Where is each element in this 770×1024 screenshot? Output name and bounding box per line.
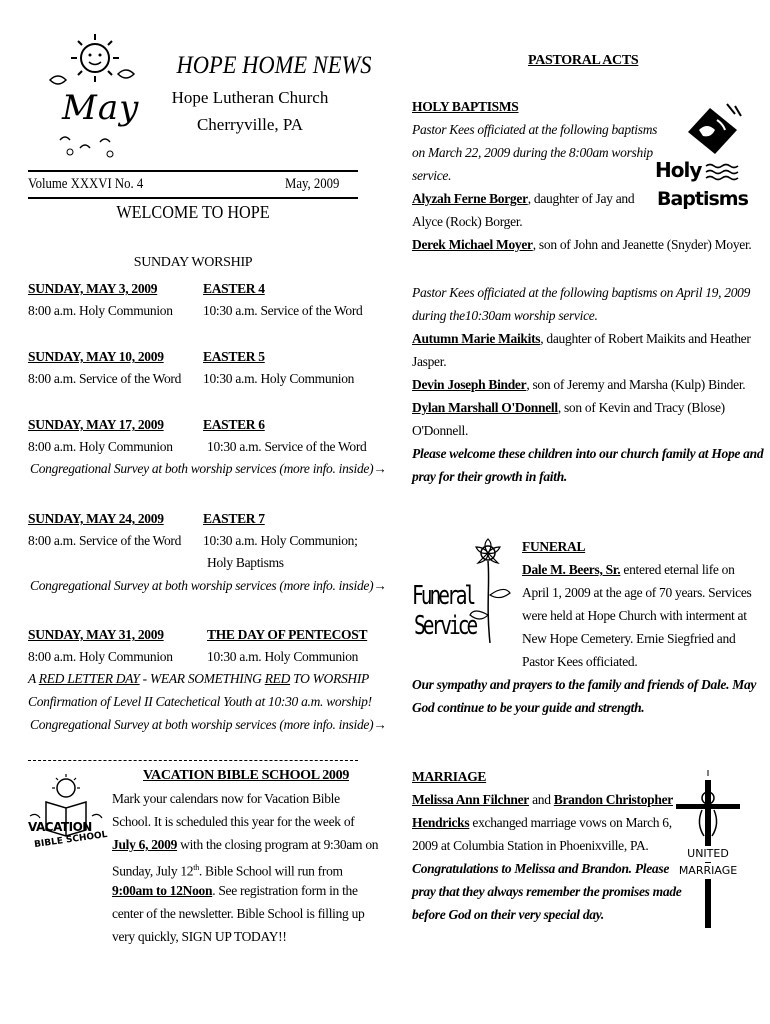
vbs-line-1: Mark your calendars now for Vacation Bible [112,791,340,806]
holy-baptisms-logo-word-2: Baptisms [657,188,748,210]
issue-date: May, 2009 [285,176,340,192]
baptism-child-5-cont: O'Donnell. [412,423,469,438]
week-1-name: EASTER 4 [203,281,265,296]
baptism-intro-2: on March 22, 2009 during the 8:00am worship [412,145,653,160]
week-1-late: 10:30 a.m. Service of the Word [203,303,363,318]
red-letter-day-line: A RED LETTER DAY - WEAR SOMETHING RED TO WORSHIP [28,671,369,686]
week-2-date: SUNDAY, MAY 10, 2009 [28,349,164,364]
holy-baptisms-logo [655,100,748,218]
vbs-line-5: 9:00am to 12Noon. See registration form in the [112,883,358,898]
vbs-time: 9:00am to 12Noon [112,883,213,898]
vbs-divider [28,760,358,761]
vbs-logo-top: VACATION [28,820,92,834]
funeral-sympathy-2: God continue to be your guide and strength. [412,700,645,715]
vbs-line-6: center of the newsletter. Bible School is filling up [112,906,365,921]
funeral-line-2: April 1, 2009 at the age of 70 years. Services [522,585,752,600]
vbs-date: July 6, 2009 [112,837,178,852]
vbs-logo [24,772,108,852]
confirmation-note: Confirmation of Level II Catechetical Youth at 10:30 a.m. worship! [28,694,372,709]
water-waves-icon [705,162,741,182]
marriage-congrats-2: pray that they always remember the promises made [412,884,682,899]
baptism-intro-4: Pastor Kees officiated at the following baptisms on April 19, 2009 [412,285,751,300]
week-2-name: EASTER 5 [203,349,265,364]
week-1-date: SUNDAY, MAY 3, 2009 [28,281,158,296]
baptism-shell-icon [655,100,745,158]
week-4-name: EASTER 7 [203,511,265,526]
newsletter-title: HOPE HOME NEWS [176,52,372,79]
funeral-sympathy-1: Our sympathy and prayers to the family and friends of Dale. May [412,677,757,692]
week-5-late: 10:30 a.m. Holy Communion [207,649,359,664]
united-marriage-logo [672,770,744,930]
funeral-line-4: New Hope Cemetery. Ernie Siegfried and [522,631,736,646]
vbs-line-2: School. It is scheduled this year for the week of [112,814,355,829]
week-4-date: SUNDAY, MAY 24, 2009 [28,511,164,526]
baptism-child-3-cont: Jasper. [412,354,447,369]
week-1-early: 8:00 a.m. Holy Communion [28,303,173,318]
week-3-early: 8:00 a.m. Holy Communion [28,439,173,454]
week-2-early: 8:00 a.m. Service of the Word [28,371,182,386]
baptism-intro-3: service. [412,168,452,183]
red-letter-day: RED LETTER DAY [38,671,140,686]
week-5-name: THE DAY OF PENTECOST [207,627,368,642]
funeral-logo-word-2: Service [414,611,476,641]
baptism-intro-5: during the10:30am worship service. [412,308,598,323]
baptism-welcome-2: pray for their growth in faith. [412,469,567,484]
marriage-line-2: Hendricks exchanged marriage vows on March 6, [412,815,672,830]
pastoral-heading: PASTORAL ACTS [528,53,639,68]
vbs-line-7: very quickly, SIGN UP TODAY!! [112,929,287,944]
week-4-late-2: Holy Baptisms [207,555,284,570]
flower-icon [468,535,518,645]
week-5-survey-note: Congregational Survey at both worship services (more info. inside)→ [30,717,387,732]
baptism-child-1-cont: Alyce (Rock) Borger. [412,214,523,229]
funeral-service-logo [412,535,516,653]
marriage-congrats-1: Congratulations to Melissa and Brandon. Please [412,861,670,876]
baptism-child-3: Autumn Marie Maikits, daughter of Robert Maikits and Heather [412,331,751,346]
masthead-rule-bottom [28,197,358,199]
church-location: Cherryville, PA [196,115,304,134]
week-4-late: 10:30 a.m. Holy Communion; [203,533,358,548]
church-name: Hope Lutheran Church [171,88,329,107]
baptism-child-4: Devin Joseph Binder, son of Jeremy and Marsha (Kulp) Binder. [412,377,746,392]
week-3-date: SUNDAY, MAY 17, 2009 [28,417,164,432]
week-2-late: 10:30 a.m. Holy Communion [203,371,355,386]
week-5-early: 8:00 a.m. Holy Communion [28,649,173,664]
vbs-logo-bottom: BIBLE SCHOOL [33,829,109,851]
welcome-heading: WELCOME TO HOPE [116,202,270,222]
week-3-survey-note: Congregational Survey at both worship services (more info. inside)→ [30,461,387,476]
marriage-congrats-3: before God on their very special day. [412,907,604,922]
baptism-child-1: Alyzah Ferne Borger, daughter of Jay and [412,191,635,206]
may-logo-word: May [62,88,140,128]
baptisms-heading: HOLY BAPTISMS [412,99,519,114]
united-marriage-logo-word-2: MARRIAGE [672,863,744,879]
funeral-heading: FUNERAL [522,539,586,554]
baptism-child-2: Derek Michael Moyer, son of John and Jeanette (Snyder) Moyer. [412,237,752,252]
funeral-line-3: were held at Hope Church with interment at [522,608,747,623]
volume-number: Volume XXXVI No. 4 [28,176,144,192]
funeral-line-5: Pastor Kees officiated. [522,654,638,669]
red-word: RED [264,671,291,686]
worship-heading: SUNDAY WORSHIP [133,255,253,270]
vbs-line-3: July 6, 2009 with the closing program at 9:30am on [112,837,379,852]
united-marriage-logo-word-1: UNITED [672,846,744,862]
funeral-logo-word-1: Funeral [412,581,474,611]
baptism-child-5: Dylan Marshall O'Donnell, son of Kevin and Tracy (Blose) [412,400,725,415]
may-logo [40,30,140,160]
week-5-date: SUNDAY, MAY 31, 2009 [28,627,164,642]
week-4-early: 8:00 a.m. Service of the Word [28,533,182,548]
marriage-line-3: 2009 at Columbia Station in Phoenixville, PA. [412,838,649,853]
week-4-survey-note: Congregational Survey at both worship services (more info. inside)→ [30,578,387,593]
holy-baptisms-logo-word-1: Holy [655,158,702,182]
marriage-line-1: Melissa Ann Filchner and Brandon Christopher [412,792,673,807]
week-3-late: 10:30 a.m. Service of the Word [207,439,367,454]
vbs-heading: VACATION BIBLE SCHOOL 2009 [143,768,350,783]
vbs-line-4: Sunday, July 12th. Bible School will run from [112,863,343,879]
masthead-rule-top [28,170,358,172]
week-3-name: EASTER 6 [203,417,265,432]
baptism-intro-1: Pastor Kees officiated at the following baptisms [412,122,658,137]
funeral-line-1: Dale M. Beers, Sr. entered eternal life on [522,562,735,577]
marriage-heading: MARRIAGE [412,769,487,784]
baptism-welcome-1: Please welcome these children into our church family at Hope and [412,446,764,461]
